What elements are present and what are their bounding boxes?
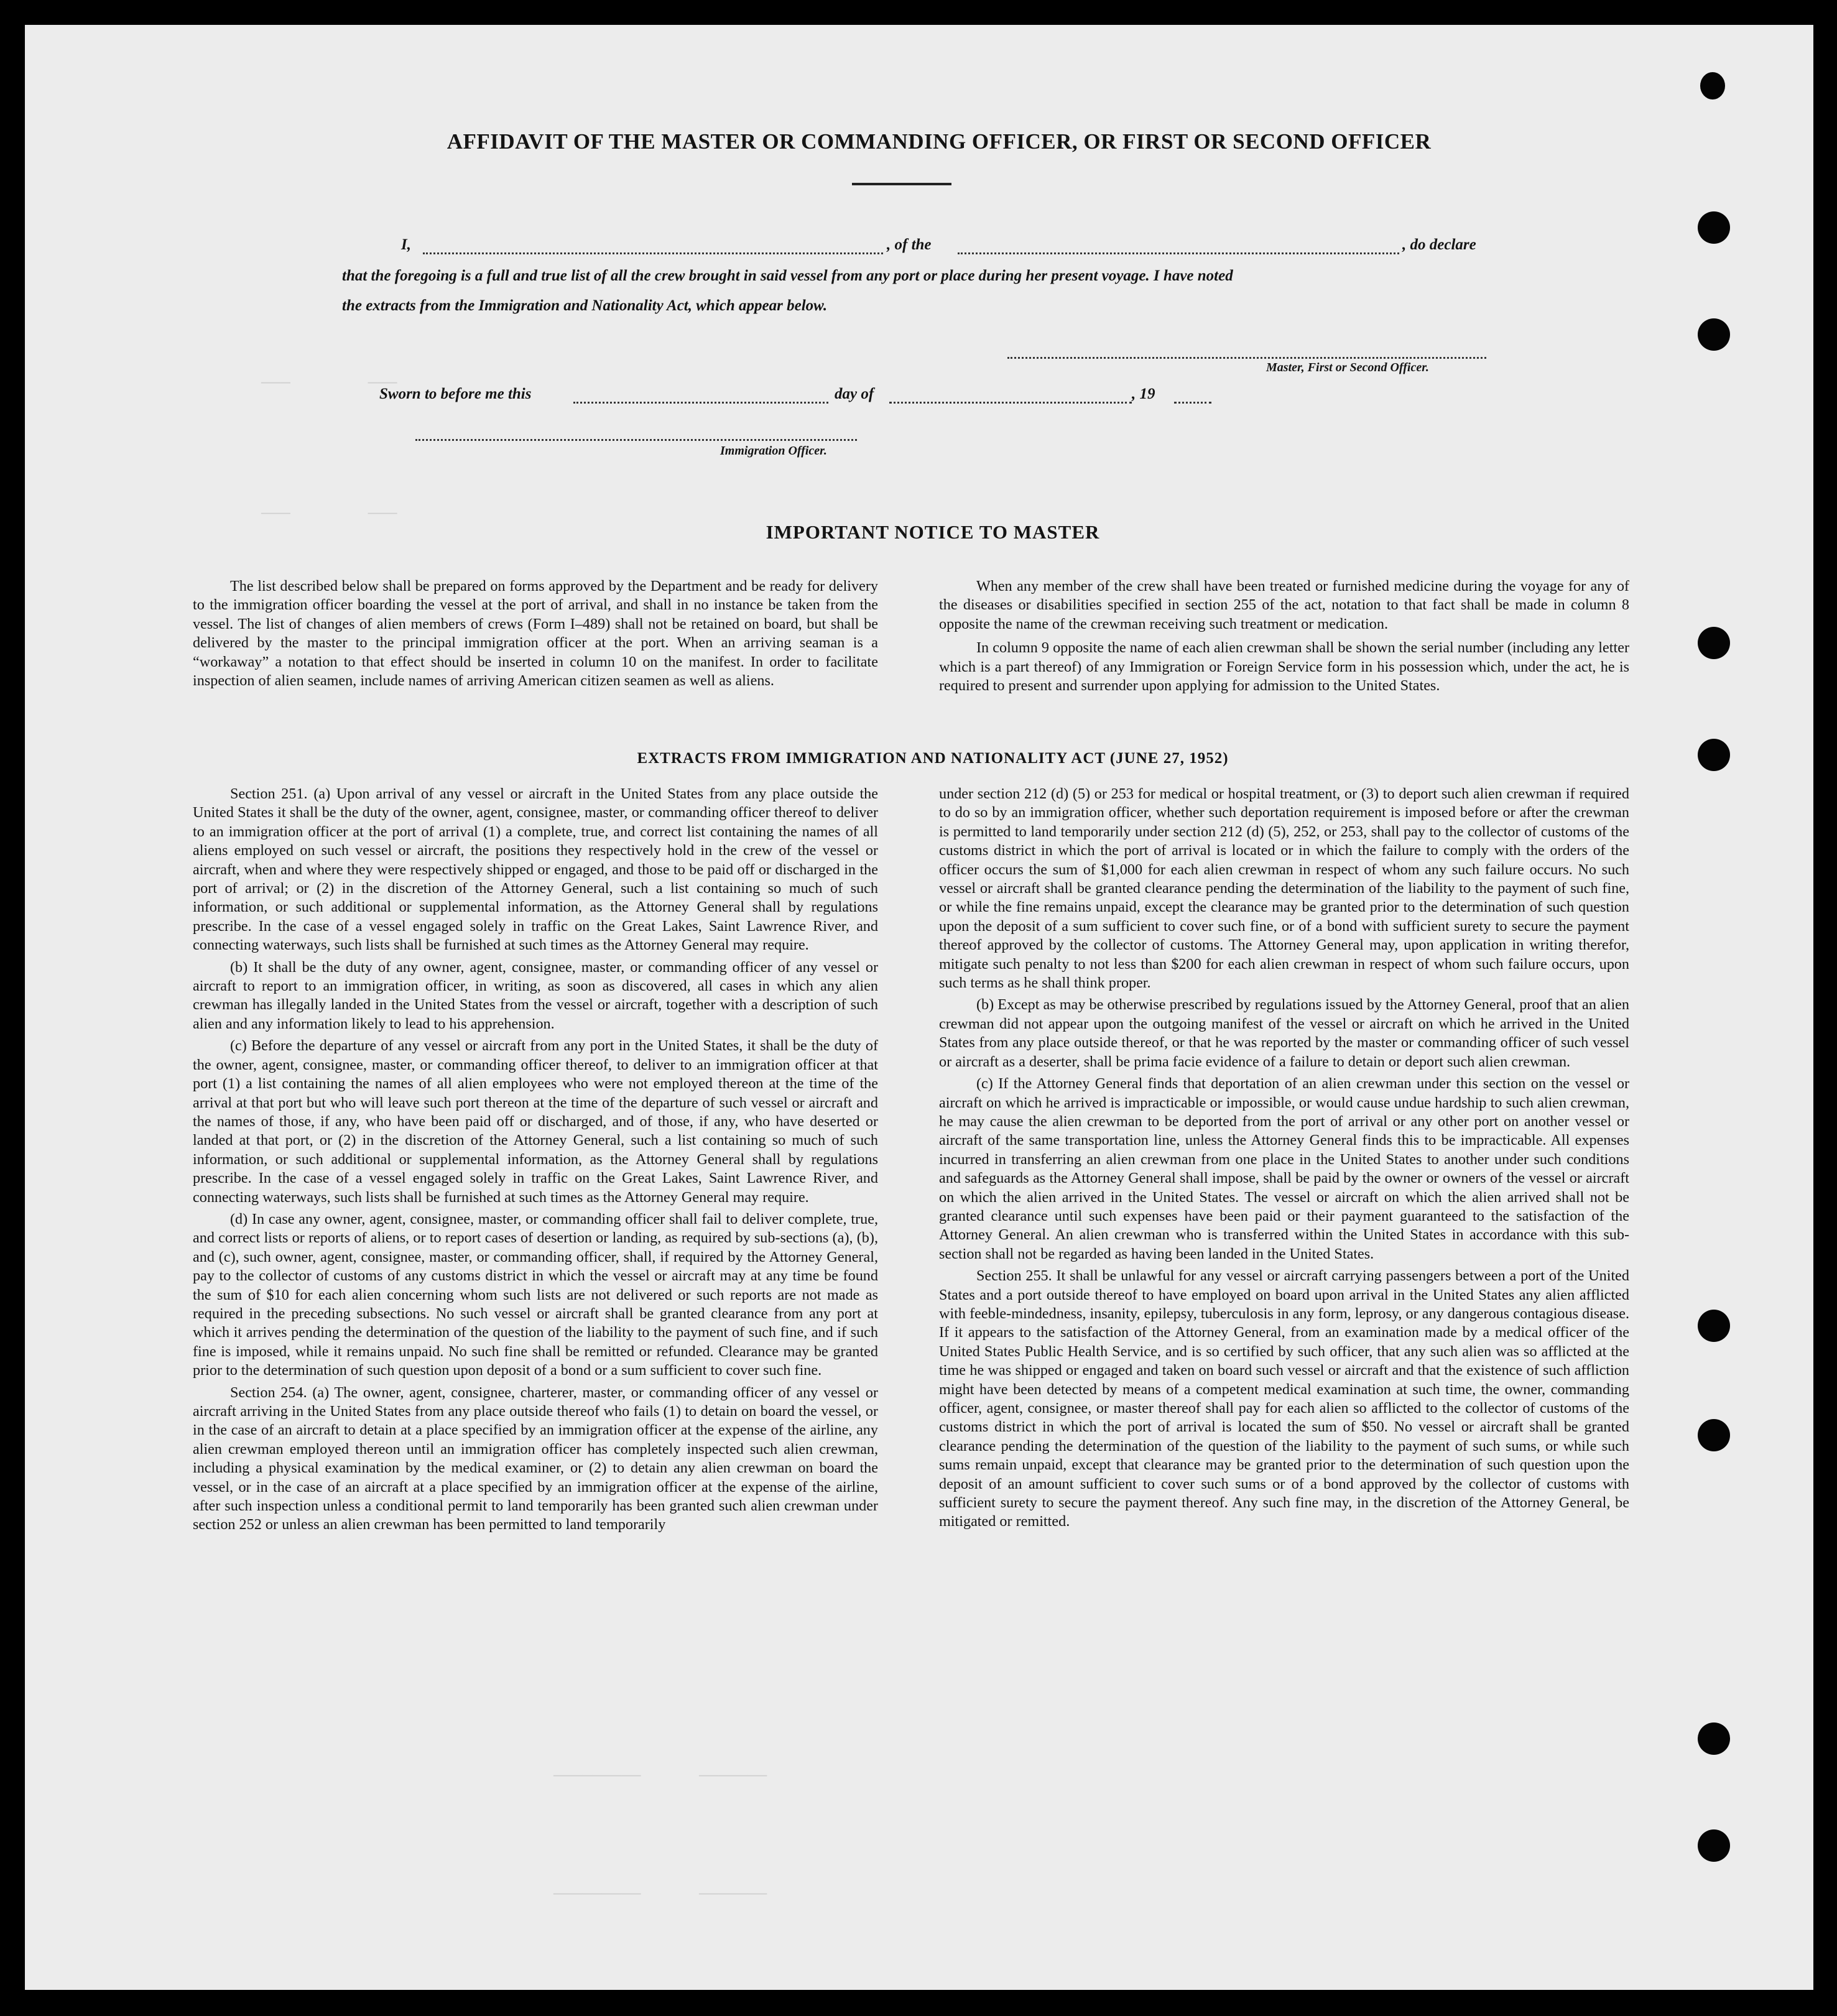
notice-right-column <box>939 577 1629 695</box>
immigration-officer-signature-field[interactable] <box>415 439 857 441</box>
name-field[interactable] <box>423 252 883 254</box>
punch-hole <box>1698 739 1730 771</box>
notice-paragraph: In column 9 opposite the name of each alien crewman shall be shown the serial number (including any letter which is a part thereof) of any Immigration or Foreign Service form in his possession which, under the act, he is required to present and surrender upon applying for admission to the United States. <box>939 639 1629 695</box>
document-page <box>25 25 1813 1990</box>
punch-hole <box>1698 1829 1730 1862</box>
sworn-label: Sworn to before me this <box>379 386 532 402</box>
punch-hole <box>1698 627 1730 659</box>
title-rule <box>852 183 951 185</box>
notice-title: IMPORTANT NOTICE TO MASTER <box>766 521 1100 543</box>
punch-hole <box>1700 72 1725 99</box>
section-paragraph: under section 212 (d) (5) or 253 for medical or hospital treatment, or (3) to deport such alien crewman if required to do so by an immigration officer, whether such deportation requirement is imposed before or after the crewman is permitted to land temporarily under section 212 (d) (5), 252, or 253, shall pay to the collector of customs of the customs district in which the port of arrival is located or in which the failure to comply with the orders of the officer occurs the sum of $1,000 for each alien crewman in respect of whom any such failure occurs. No such vessel or aircraft shall be granted clearance pending the determination of the liability to the payment of such fine, or while the fine remains unpaid, except the clearance may be granted prior to the determination of such question upon the deposit of a sum sufficient to cover such fine, or of a bond with sufficient surety to secure the payment thereof approved by the collector of customs. The Attorney General may, upon application in writing therefor, mitigate such penalty to not less than $200 for each alien crewman in respect of whom such failure occurs, upon such terms as he shall think proper. <box>939 785 1629 992</box>
notice-paragraph: The list described below shall be prepared on forms approved by the Department and be ready for delivery to the immigration officer boarding the vessel at the port of arrival, and shall in no instance be taken from the vessel. The list of changes of alien members of crews (Form I–489) shall not be retained on board, but shall be delivered by the master to the principal immigration officer at the port. When an arriving seaman is a “workaway” a notation to that effect should be inserted in column 10 on the manifest. In order to facilitate inspection of alien seamen, include names of arriving American citizen seamen as well as aliens. <box>193 578 878 690</box>
section-paragraph: Section 255. It shall be unlawful for any vessel or aircraft carrying passengers between a port of the United States and a port outside thereof to have employed on board upon arrival in the United States any alien afflicted with feeble-mindedness, insanity, epilepsy, tuberculosis in any form, leprosy, or any dangerous contagious disease. If it appears to the satisfaction of the Attorney General, from an examination made by a medical officer of the United States Public Health Service, and is so certified by such officer, that any such alien was so afflicted at the time he was shipped or engaged and taken on board such vessel or aircraft and that the existence of such affliction might have been detected by means of a competent medical examination at such time, the owner, commanding officer, agent, consignee, or master thereof shall pay for each alien so afflicted to the collector of customs of the customs district in which the port of arrival is located the sum of $50. No vessel or aircraft shall be granted clearance pending the determination of the question of the liability to the payment of such sums, or while such sums remain unpaid, except that clearance may be granted prior to the determination of such question upon the deposit of an amount sufficient to cover such sums or of a bond approved by the collector of customs with sufficient surety to secure the payment thereof. Any such fine may, in the discretion of the Attorney General, be mitigated or remitted. <box>939 1267 1629 1530</box>
section-paragraph: Section 251. (a) Upon arrival of any vessel or aircraft in the United States from any place outside the United States it shall be the duty of the owner, agent, consignee, master, or commanding officer thereof to deliver to an immigration officer at the port of arrival (1) a complete, true, and correct list containing the names of all aliens employed on such vessel or aircraft, the positions they respectively hold in the crew of the vessel or aircraft, when and where they were respectively shipped or engaged, and those to be paid off or discharged in the port of arrival; or (2) in the discretion of the Attorney General, such a list containing so much of such information, or such additional or supplemental information, as the Attorney General shall by regulations prescribe. In the case of a vessel engaged solely in traffic on the Great Lakes, Saint Lawrence River, and connecting waterways, such lists shall be furnished at such times as the Attorney General may require. <box>193 785 878 954</box>
section-paragraph: (b) It shall be the duty of any owner, agent, consignee, master, or commanding officer of any vessel or aircraft to report to an immigration officer, in writing, as soon as discovered, all cases in which any alien crewman has illegally landed in the United States from the vessel or aircraft, together with a description of such alien and any information likely to lead to his apprehension. <box>193 958 878 1032</box>
punch-hole <box>1698 1310 1730 1342</box>
bleed-through-mark: ——— ——— <box>261 373 397 392</box>
section-paragraph: (d) In case any owner, agent, consignee, master, or commanding officer shall fail to deliver complete, true, and correct lists or reports of aliens, or to report cases of desertion or landing, as required by sub-sections (a), (b), and (c), such owner, agent, consignee, master, or commanding officer, shall, if required by the Attorney General, pay to the collector of customs of any customs district in which the vessel or aircraft may at any time be found the sum of $10 for each alien concerning whom such lists are not delivered or such reports are not made as required in the preceding subsections. No such vessel or aircraft shall be granted clearance from any port at which it arrives pending the determination of the question of the liability to the payment of such fine, and if such fine is imposed, while it remains unpaid. No such fine shall be remitted or refunded. Clearance may be granted prior to the determination of such question upon deposit of a bond or a sum sufficient to cover such fine. <box>193 1210 878 1379</box>
declaration-line-1: that the foregoing is a full and true list of all the crew brought in said vessel from any port or place during her present voyage. I have noted <box>342 267 1233 284</box>
punch-hole <box>1698 1722 1730 1755</box>
punch-hole <box>1698 211 1730 244</box>
master-signature-caption: Master, First or Second Officer. <box>1266 361 1429 374</box>
i-label: I, <box>401 236 411 253</box>
bleed-through-mark: ————————— ——————— <box>553 1884 767 1903</box>
punch-hole <box>1698 318 1730 351</box>
sworn-year-field[interactable] <box>1174 402 1211 404</box>
master-signature-field[interactable] <box>1007 357 1486 359</box>
extracts-right-column <box>939 785 1629 1532</box>
punch-hole <box>1698 1419 1730 1451</box>
sworn-month-field[interactable] <box>889 402 1132 404</box>
extracts-title: EXTRACTS FROM IMMIGRATION AND NATIONALITY ACT (JUNE 27, 1952) <box>637 750 1229 767</box>
bleed-through-mark: ——— ——— <box>261 504 397 522</box>
section-paragraph: (b) Except as may be otherwise prescribed by regulations issued by the Attorney General, proof that an alien crewman did not appear upon the outgoing manifest of the vessel or aircraft on which he arrived in the United States from any place outside thereof, or that he was reported by the master or commanding officer of such vessel or aircraft as a deserter, shall be prima facie evidence of a failure to detain or deport such alien crewman. <box>939 996 1629 1070</box>
section-paragraph: (c) Before the departure of any vessel or aircraft from any port in the United States, it shall be the duty of the owner, agent, consignee, master, or commanding officer thereof, to deliver to an immigration officer at that port (1) a list containing the names of all alien employees who were not employed thereon at the time of the arrival at that port but who will leave such port thereon at the time of the departure of such vessel or aircraft and the names of those, if any, who have been paid off or discharged, and of those, if any, who have deserted or landed at that port, or (2) in the discretion of the Attorney General, such a list containing so much of such information, or such additional or supplemental information, as the Attorney General shall by regulations prescribe. In the case of a vessel engaged solely in traffic on the Great Lakes, Saint Lawrence River, and connecting waterways, such lists shall be furnished at such times as the Attorney General may require. <box>193 1037 878 1206</box>
affidavit-title: AFFIDAVIT OF THE MASTER OR COMMANDING OFFICER, OR FIRST OR SECOND OFFICER <box>447 129 1432 154</box>
notice-paragraph: When any member of the crew shall have been treated or furnished medicine during the voyage for any of the diseases or disabilities specified in section 255 of the act, notation to that fact shall be made in column 8 opposite the name of the crewman receiving such treatment or medication. <box>939 578 1629 632</box>
year-label: , 19 <box>1132 386 1155 402</box>
notice-left-column <box>193 577 878 690</box>
sworn-day-field[interactable] <box>573 402 828 404</box>
day-of-label: day of <box>835 386 874 402</box>
section-paragraph: (c) If the Attorney General finds that deportation of an alien crewman under this section on the vessel or aircraft on which he arrived is impracticable or impossible, or would cause undue hardship to such alien crewman, he may cause the alien crewman to be deported from the port of arrival or any other port on another vessel or aircraft of the same transportation line, unless the Attorney General finds this to be impracticable. All expenses incurred in transferring an alien crewman from one place in the United States to another under such conditions and safeguards as the Attorney General shall impose, shall be paid by the owner or owners of the vessel or aircraft on which the alien arrived in the United States. The vessel or aircraft on which the alien arrived shall not be granted clearance until such expenses have been paid or their payment guaranteed to the satisfaction of the Attorney General. An alien crewman who is transferred within the United States in accordance with this sub-section shall not be regarded as having been landed in the United States. <box>939 1075 1629 1262</box>
do-declare-label: , do declare <box>1402 236 1476 253</box>
declaration-line-2: the extracts from the Immigration and Nationality Act, which appear below. <box>342 297 828 314</box>
section-paragraph: Section 254. (a) The owner, agent, consignee, charterer, master, or commanding officer of any vessel or aircraft arriving in the United States from any place outside thereof who fails (1) to detain on board the vessel, or in the case of an aircraft to detain at a place specified by an immigration officer at the expense of the airline, any alien crewman employed thereon until an immigration officer has completely inspected such alien crewman, including a physical examination by the medical examiner, or (2) to detain any alien crewman on board the vessel, or in the case of an aircraft at a place specified by an immigration officer at the expense of the airline, after such inspection unless a conditional permit to land temporarily has been granted such alien crewman under section 252 or unless an alien crewman has been permitted to land temporarily <box>193 1384 878 1533</box>
immigration-officer-caption: Immigration Officer. <box>720 444 827 458</box>
extracts-left-column <box>193 785 878 1535</box>
of-the-label: , of the <box>887 236 932 253</box>
bleed-through-mark: ————————— ——————— <box>553 1766 767 1785</box>
vessel-field[interactable] <box>958 252 1399 254</box>
